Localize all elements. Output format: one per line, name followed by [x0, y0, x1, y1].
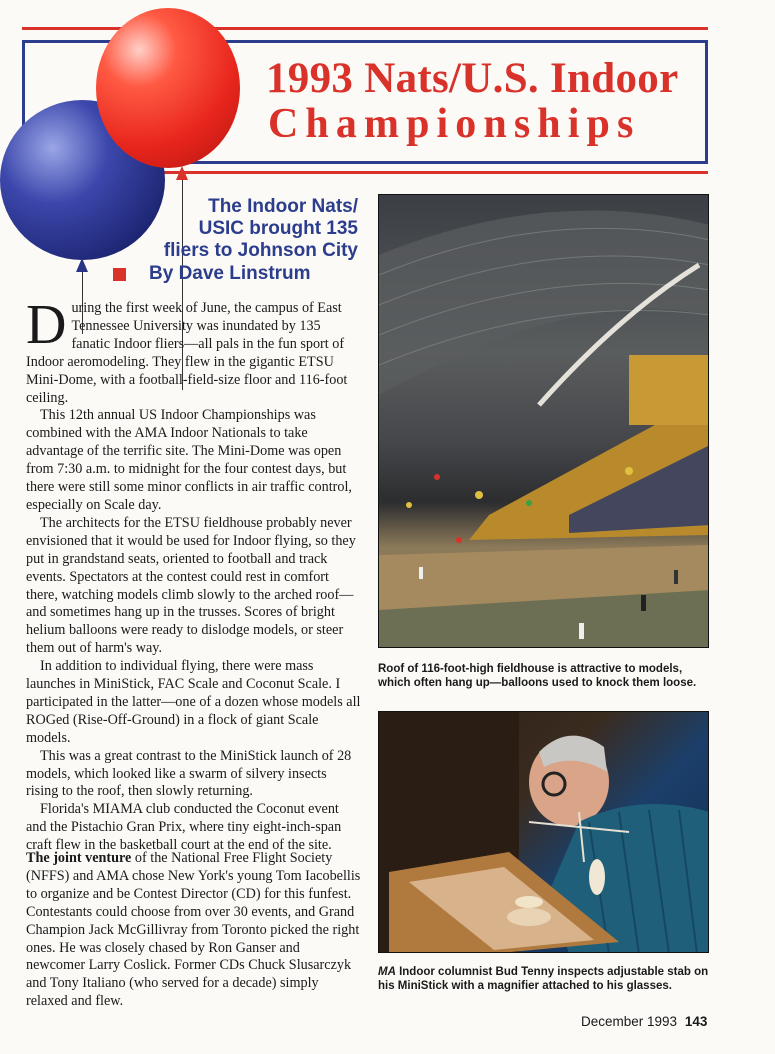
page-title-line2: Championships [268, 101, 641, 147]
paragraph-7-lead: The joint venture [26, 850, 132, 866]
issue-date: December 1993 [581, 1014, 678, 1029]
paragraph-4: In addition to individual flying, there were mass launches in MiniStick, FAC Scale and Coconut Scale. I participated in the latter—one of a dozen whose models all ROGed (Rise-Off-Ground) in a flock of giant Scale models. [26, 658, 361, 746]
page-footer [581, 1014, 707, 1029]
paragraph-5: This was a great contrast to the MiniStick launch of 28 models, which looked like a swarm of silvery insects rising to the roof, then slowly returning. [26, 747, 352, 800]
fieldhouse-photo-caption: Roof of 116-foot-high fieldhouse is attractive to models, which often hang up—balloons used to knock them loose. [378, 663, 697, 689]
caption-lead: MA [378, 966, 396, 978]
drop-cap: D [26, 294, 67, 356]
article-body [26, 294, 362, 855]
bud-tenny-photo [378, 711, 709, 953]
paragraph-2: This 12th annual US Indoor Championships was combined with the AMA Indoor Nationals to take advantage of the terrific site. The Mini-Dome was open from 7:30 a.m. to midnight for the four contest days, but there were still some minor conflicts in air traffic control, especially on Scale day. [26, 407, 352, 513]
article-body-continued [26, 850, 362, 1011]
byline: By Dave Linstrum [149, 263, 311, 284]
red-balloon-knot [176, 166, 188, 180]
deck-line-2: USIC brought 135 [198, 218, 358, 239]
page-number: 143 [684, 1014, 708, 1029]
bud-tenny-photo-caption: MA Indoor columnist Bud Tenny inspects adjustable stab on his MiniStick with a magnifier attached to his glasses. [378, 966, 709, 992]
byline-bullet [113, 268, 126, 281]
paragraph-6: Florida's MIAMA club conducted the Coconut event and the Pistachio Gran Prix, where tiny eight-inch-span craft flew in the basketball court at the end of the site. [26, 801, 342, 854]
deck-line-3: fliers to Johnson City [163, 240, 358, 261]
deck-line-1: The Indoor Nats/ [208, 196, 358, 217]
red-balloon-illustration [96, 8, 240, 168]
paragraph-7: The joint venture of the National Free Flight Society (NFFS) and AMA chose New York's young Tom Iacobellis to organize and be Contest Director (CD) for this funfest. Contestants could choose from over 30 events, and Grand Champion Jack McGillivray from Toronto picked the right ones. He was closely chased by Ron Ganser and newcomer Larry Coslick. Former CDs Chuck Slusarczyk and Tony Italiano (who served for a decade) simply relaxed and flew. [26, 850, 361, 1010]
paragraph-1: During the first week of June, the campus of East Tennessee University was inundated by 135 fanatic Indoor fliers—all pals in the fun sport of Indoor aeromodeling. They flew in the gigantic ETSU Mini-Dome, with a football-field-size floor and 116-foot ceiling. [26, 294, 348, 406]
fieldhouse-photo [378, 194, 709, 648]
paragraph-3: The architects for the ETSU fieldhouse probably never envisioned that it would be used for Indoor flying, so they put in grandstand seats, oriented to football and track events. Spectators at the contest could rest in comfort there, watching models climb slowly to the arched roof—and sometimes hang up in the trusses. Scores of bright helium balloons were ready to dislodge models, or steer them out of harm's way. [26, 514, 356, 657]
blue-balloon-knot [76, 258, 88, 272]
page-title-line1: 1993 Nats/U.S. Indoor [266, 55, 679, 102]
